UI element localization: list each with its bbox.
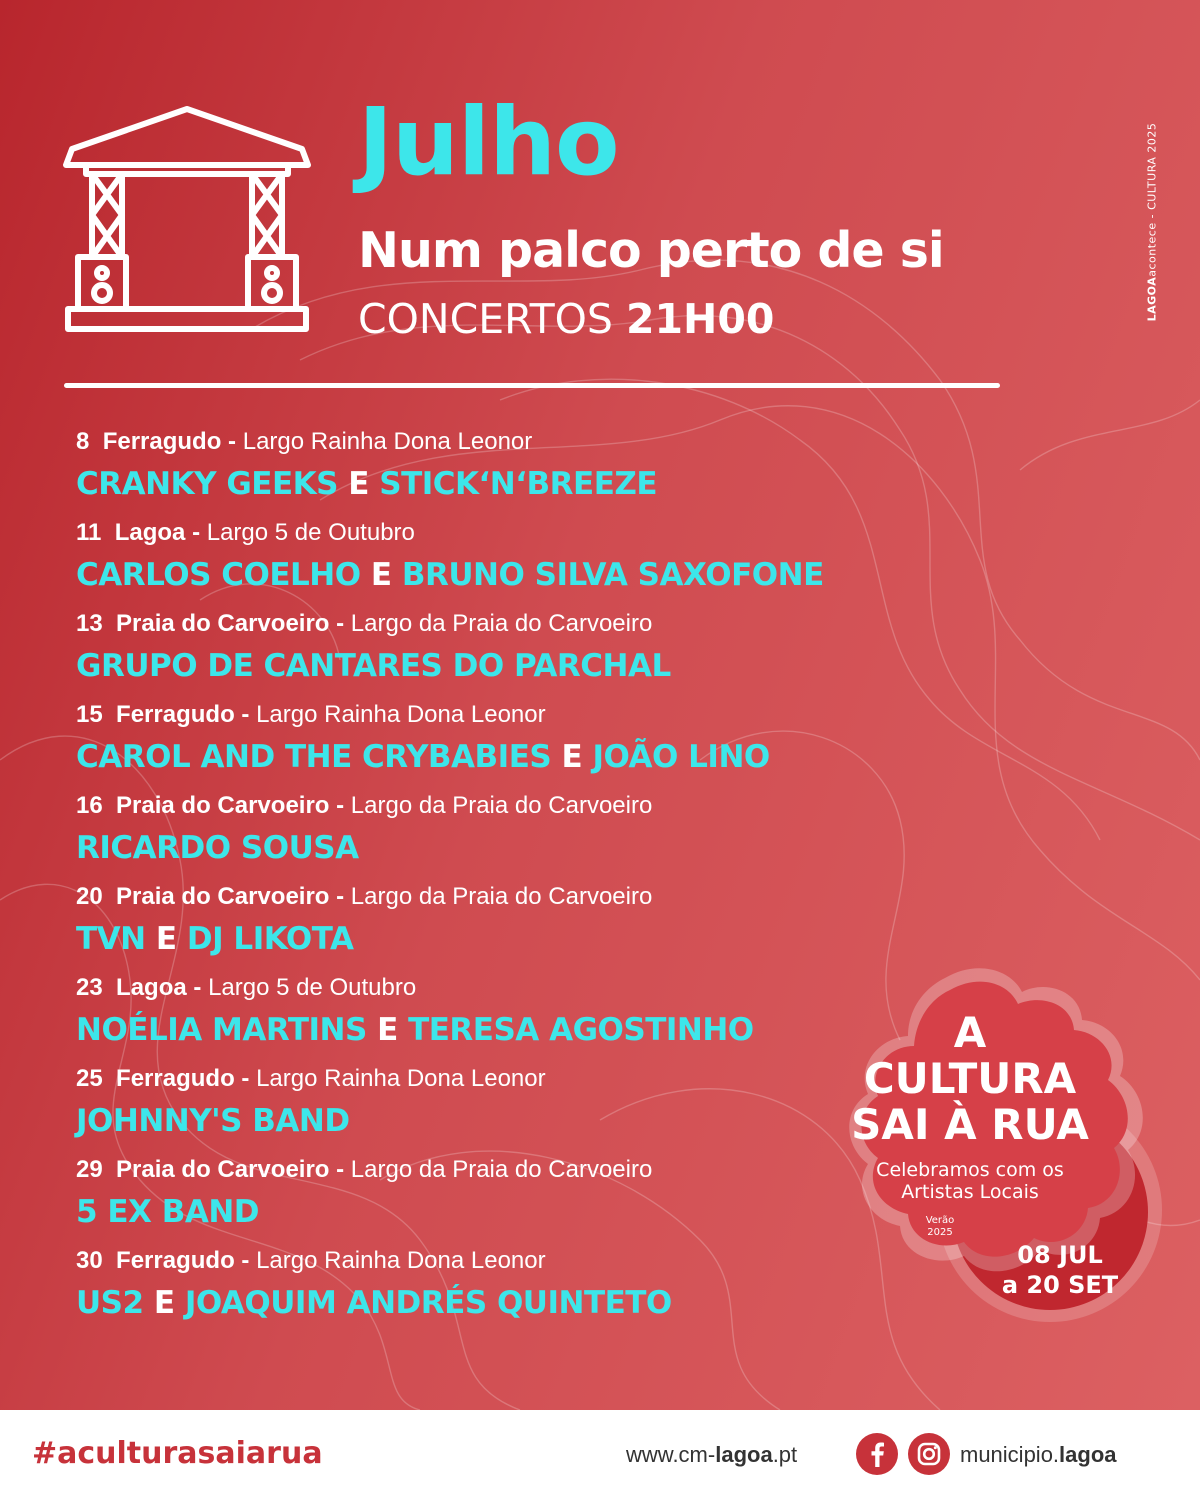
event-item [76, 426, 976, 517]
event-date: 20 [76, 883, 103, 910]
side-brand-label [1145, 86, 1159, 358]
event-venue: Largo da Praia do Carvoeiro [350, 883, 653, 910]
event-item [76, 790, 976, 881]
event-acts [76, 822, 976, 872]
badge-season [870, 1215, 1010, 1239]
act-separator: E [153, 1285, 175, 1321]
event-place: Ferragudo [102, 428, 222, 455]
website-bold: lagoa [715, 1442, 773, 1467]
performer-name: CRANKY GEEKS [76, 466, 338, 502]
place-separator: - [186, 974, 209, 1001]
place-separator: - [329, 792, 351, 819]
event-place: Praia do Carvoeiro [116, 792, 330, 819]
event-place: Lagoa [114, 519, 186, 546]
event-acts [76, 458, 976, 508]
event-place: Praia do Carvoeiro [116, 610, 330, 637]
performer-name: GRUPO DE CANTARES DO PARCHAL [76, 648, 671, 684]
event-date: 16 [76, 792, 103, 819]
facebook-icon[interactable] [856, 1433, 898, 1475]
badge-dates [960, 1240, 1160, 1300]
website-suffix: .pt [772, 1442, 798, 1467]
event-date: 25 [76, 1065, 103, 1092]
performer-name: DJ LIKOTA [186, 921, 354, 957]
event-date: 11 [76, 519, 102, 546]
event-date: 30 [76, 1247, 103, 1274]
side-brand-suffix: - CULTURA 2025 [1145, 122, 1159, 223]
website-prefix: www.cm- [626, 1442, 716, 1467]
event-place: Lagoa [116, 974, 187, 1001]
place-separator: - [329, 610, 351, 637]
performer-name: JOAQUIM ANDRÉS QUINTETO [184, 1285, 672, 1321]
event-place: Ferragudo [116, 701, 235, 728]
instagram-icon[interactable] [908, 1433, 950, 1475]
place-separator: - [185, 519, 207, 546]
side-brand-bold: LAGOA [1145, 276, 1159, 322]
event-meta [76, 517, 976, 549]
act-separator: E [155, 921, 177, 957]
side-brand-rest: acontece [1145, 222, 1159, 277]
event-venue: Largo 5 de Outubro [208, 974, 417, 1001]
hashtag: #aculturasaiarua [32, 1436, 323, 1471]
stage-icon [62, 105, 312, 337]
subtitle: Num palco perto de si [358, 222, 944, 279]
event-venue: Largo Rainha Dona Leonor [256, 1065, 546, 1092]
event-venue: Largo da Praia do Carvoeiro [350, 792, 653, 819]
event-date: 13 [76, 610, 103, 637]
place-separator: - [221, 428, 243, 455]
performer-name: STICK‘N‘BREEZE [379, 466, 658, 502]
event-date: 15 [76, 701, 103, 728]
place-separator: - [234, 1247, 257, 1274]
event-acts [76, 640, 976, 690]
event-acts [76, 731, 976, 781]
event-venue: Largo Rainha Dona Leonor [256, 1247, 546, 1274]
concerts-time-line [358, 295, 775, 343]
performer-name: RICARDO SOUSA [76, 830, 359, 866]
event-place: Ferragudo [116, 1247, 235, 1274]
event-item [76, 608, 976, 699]
event-acts [76, 549, 976, 599]
act-separator: E [370, 557, 392, 593]
event-date: 8 [76, 428, 90, 455]
badge-subtitle [770, 1159, 1170, 1203]
performer-name: JOÃO LINO [592, 739, 770, 775]
badge-title [770, 1010, 1170, 1148]
performer-name: NOÉLIA MARTINS [76, 1012, 367, 1048]
event-item [76, 699, 976, 790]
event-meta [76, 881, 976, 913]
event-venue: Largo Rainha Dona Leonor [242, 428, 533, 455]
event-meta [76, 426, 976, 458]
performer-name: TERESA AGOSTINHO [408, 1012, 754, 1048]
event-date: 23 [76, 974, 103, 1001]
performer-name: BRUNO SILVA SAXOFONE [401, 557, 824, 593]
performer-name: CARLOS COELHO [76, 557, 361, 593]
month-title: Julho [358, 88, 619, 197]
event-meta [76, 790, 976, 822]
act-separator: E [348, 466, 369, 502]
badge-title-line: SAI À RUA [851, 1100, 1089, 1149]
performer-name: TVN [76, 921, 146, 957]
performer-name: JOHNNY'S BAND [76, 1103, 350, 1139]
event-venue: Largo Rainha Dona Leonor [256, 701, 546, 728]
concerts-time: 21H00 [626, 295, 775, 343]
concerts-label: CONCERTOS [358, 295, 613, 343]
event-venue: Largo da Praia do Carvoeiro [350, 610, 653, 637]
website-link[interactable] [626, 1438, 797, 1472]
badge-title-line: A [953, 1008, 987, 1057]
place-separator: - [329, 1156, 351, 1183]
event-place: Praia do Carvoeiro [116, 883, 330, 910]
event-place: Ferragudo [116, 1065, 235, 1092]
event-meta [76, 608, 976, 640]
divider [64, 383, 1000, 388]
event-place: Praia do Carvoeiro [116, 1156, 330, 1183]
event-item [76, 517, 976, 608]
event-venue: Largo da Praia do Carvoeiro [350, 1156, 653, 1183]
act-separator: E [561, 739, 583, 775]
badge-subtitle-line: Celebramos com os [876, 1159, 1064, 1181]
footer [0, 1410, 1200, 1500]
performer-name: CAROL AND THE CRYBABIES [76, 739, 552, 775]
badge-season-line: 2025 [927, 1227, 953, 1238]
social-handle[interactable] [960, 1438, 1117, 1472]
event-meta [76, 699, 976, 731]
event-date: 29 [76, 1156, 103, 1183]
badge-season-line: Verão [925, 1215, 955, 1226]
handle-prefix: municipio. [960, 1442, 1060, 1467]
act-separator: E [377, 1012, 398, 1048]
handle-bold: lagoa [1059, 1442, 1117, 1467]
badge-date-line: a 20 SET [1001, 1271, 1119, 1299]
badge-title-line: CULTURA [863, 1054, 1077, 1103]
place-separator: - [234, 1065, 257, 1092]
badge-date-line: 08 JUL [1017, 1241, 1103, 1269]
performer-name: 5 EX BAND [76, 1194, 260, 1230]
place-separator: - [234, 701, 257, 728]
event-venue: Largo 5 de Outubro [206, 519, 415, 546]
badge-subtitle-line: Artistas Locais [901, 1181, 1039, 1203]
performer-name: US2 [76, 1285, 144, 1321]
place-separator: - [329, 883, 351, 910]
